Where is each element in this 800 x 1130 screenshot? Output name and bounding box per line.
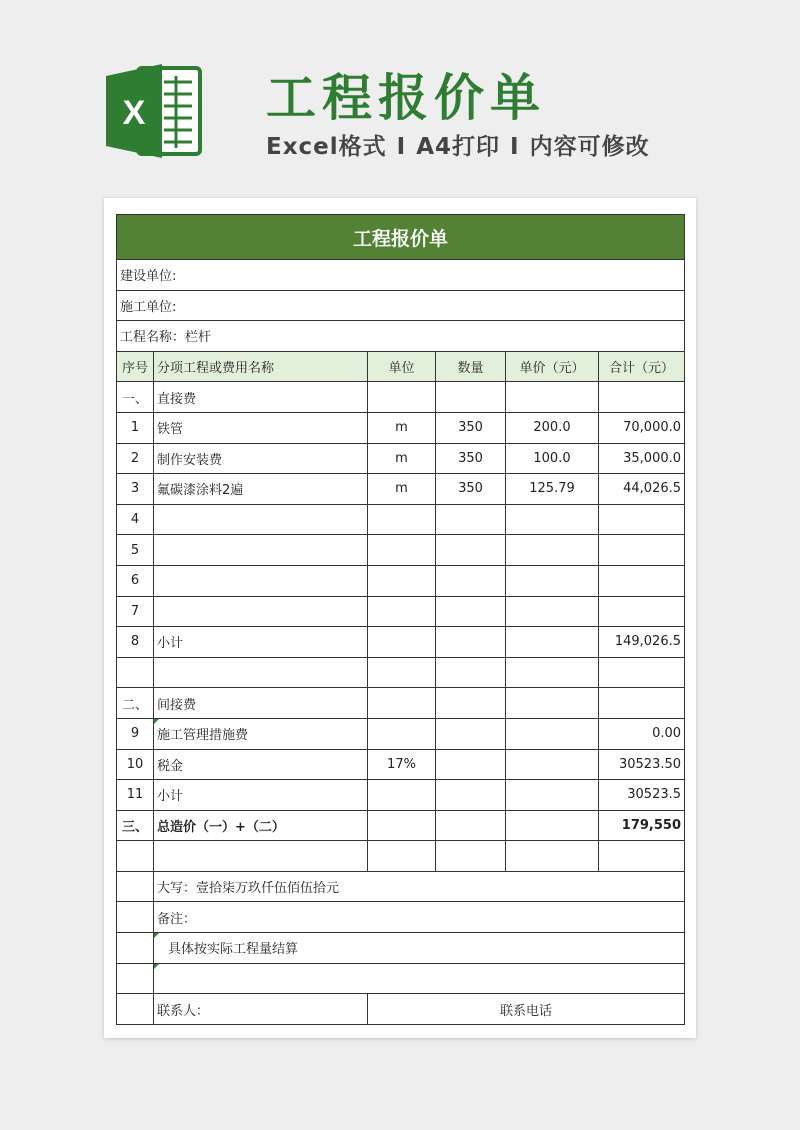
cell-total[interactable] bbox=[599, 657, 685, 688]
table-row bbox=[117, 749, 685, 780]
cell-no[interactable] bbox=[117, 657, 154, 688]
table-row bbox=[117, 688, 685, 719]
empty-cell bbox=[117, 994, 154, 1025]
cell-unit[interactable]: 17% bbox=[368, 749, 436, 780]
construction-unit-cell[interactable]: 建设单位: bbox=[117, 260, 685, 291]
capital-amount-cell[interactable]: 大写：壹拾柒万玖仟伍佰伍拾元 bbox=[154, 871, 685, 902]
empty-cell bbox=[117, 902, 154, 933]
subtitle-print: A4打印 bbox=[416, 134, 501, 160]
page-title: 工程报价单 bbox=[266, 69, 546, 127]
contact-person-cell[interactable]: 联系人： bbox=[154, 994, 368, 1025]
cell-qty[interactable] bbox=[436, 535, 506, 566]
cell-no[interactable]: 三、 bbox=[117, 810, 154, 841]
empty-cell[interactable] bbox=[154, 963, 685, 994]
cell-name[interactable]: 税金 bbox=[154, 749, 368, 780]
cell-unit[interactable]: m bbox=[368, 443, 436, 474]
cell-name[interactable]: 直接费 bbox=[154, 382, 368, 413]
cell-unit[interactable] bbox=[368, 718, 436, 749]
cell-total[interactable] bbox=[599, 841, 685, 872]
sheet-title: 工程报价单 bbox=[117, 215, 685, 260]
cell-no[interactable]: 一、 bbox=[117, 382, 154, 413]
excel-logo-icon bbox=[104, 62, 204, 160]
cell-price[interactable] bbox=[506, 688, 599, 719]
cell-unit[interactable] bbox=[368, 657, 436, 688]
subtitle-format: Excel格式 bbox=[266, 134, 387, 160]
cell-no[interactable]: 11 bbox=[117, 780, 154, 811]
cell-total[interactable] bbox=[599, 382, 685, 413]
cell-no[interactable]: 5 bbox=[117, 535, 154, 566]
remarks-text-cell[interactable]: 具体按实际工程量结算 bbox=[154, 933, 685, 964]
cell-price[interactable] bbox=[506, 749, 599, 780]
cell-price[interactable] bbox=[506, 382, 599, 413]
contact-phone-cell[interactable]: 联系电话 bbox=[368, 994, 685, 1025]
cell-qty[interactable]: 350 bbox=[436, 412, 506, 443]
cell-unit[interactable]: m bbox=[368, 474, 436, 505]
table-row bbox=[117, 780, 685, 811]
cell-name[interactable]: 施工管理措施费 bbox=[154, 718, 368, 749]
cell-qty[interactable] bbox=[436, 657, 506, 688]
column-header-price: 单价（元） bbox=[506, 351, 599, 382]
cell-price[interactable] bbox=[506, 780, 599, 811]
svg-text:X: X bbox=[122, 94, 146, 132]
contact-row bbox=[117, 994, 685, 1025]
cell-total[interactable] bbox=[599, 535, 685, 566]
cell-price[interactable]: 100.0 bbox=[506, 443, 599, 474]
cell-unit[interactable] bbox=[368, 382, 436, 413]
empty-cell bbox=[117, 871, 154, 902]
cell-qty[interactable] bbox=[436, 780, 506, 811]
subtitle-editable: 内容可修改 bbox=[529, 134, 650, 160]
cell-qty[interactable]: 350 bbox=[436, 443, 506, 474]
cell-name[interactable]: 小计 bbox=[154, 627, 368, 658]
blank-row bbox=[117, 963, 685, 994]
cell-price[interactable]: 200.0 bbox=[506, 412, 599, 443]
cell-name[interactable] bbox=[154, 596, 368, 627]
cell-unit[interactable] bbox=[368, 565, 436, 596]
info-row bbox=[117, 290, 685, 321]
table-row bbox=[117, 412, 685, 443]
cell-unit[interactable] bbox=[368, 841, 436, 872]
cell-name[interactable]: 总造价（一）+（二） bbox=[154, 810, 368, 841]
cell-no[interactable]: 4 bbox=[117, 504, 154, 535]
cell-total[interactable] bbox=[599, 504, 685, 535]
cell-total[interactable]: 44,026.5 bbox=[599, 474, 685, 505]
cell-qty[interactable] bbox=[436, 596, 506, 627]
quote-sheet-paper bbox=[104, 198, 696, 1038]
table-row bbox=[117, 657, 685, 688]
table-row bbox=[117, 841, 685, 872]
page-subtitle bbox=[266, 128, 650, 161]
remarks-text-row bbox=[117, 933, 685, 964]
cell-price[interactable] bbox=[506, 504, 599, 535]
cell-qty[interactable] bbox=[436, 841, 506, 872]
column-header-unit: 单位 bbox=[368, 351, 436, 382]
cell-no[interactable]: 6 bbox=[117, 565, 154, 596]
cell-name[interactable] bbox=[154, 841, 368, 872]
cell-price[interactable] bbox=[506, 841, 599, 872]
table-row bbox=[117, 382, 685, 413]
table-row bbox=[117, 627, 685, 658]
cell-price[interactable] bbox=[506, 657, 599, 688]
subtitle-separator: I bbox=[510, 134, 520, 160]
cell-price[interactable] bbox=[506, 535, 599, 566]
cell-unit[interactable]: m bbox=[368, 412, 436, 443]
cell-total[interactable]: 0.00 bbox=[599, 718, 685, 749]
cell-qty[interactable] bbox=[436, 688, 506, 719]
cell-qty[interactable] bbox=[436, 749, 506, 780]
cell-total[interactable] bbox=[599, 596, 685, 627]
cell-name[interactable]: 间接费 bbox=[154, 688, 368, 719]
table-row bbox=[117, 810, 685, 841]
cell-no[interactable]: 7 bbox=[117, 596, 154, 627]
cell-price[interactable] bbox=[506, 810, 599, 841]
cell-no[interactable]: 2 bbox=[117, 443, 154, 474]
cell-name[interactable] bbox=[154, 535, 368, 566]
table-row bbox=[117, 474, 685, 505]
cell-name[interactable]: 制作安装费 bbox=[154, 443, 368, 474]
empty-cell bbox=[117, 933, 154, 964]
cell-total[interactable] bbox=[599, 688, 685, 719]
cell-total[interactable]: 30523.5 bbox=[599, 780, 685, 811]
cell-no[interactable]: 10 bbox=[117, 749, 154, 780]
page-header bbox=[0, 0, 800, 190]
column-header-no: 序号 bbox=[117, 351, 154, 382]
column-header-row bbox=[117, 351, 685, 382]
cell-no[interactable]: 1 bbox=[117, 412, 154, 443]
cell-qty[interactable] bbox=[436, 504, 506, 535]
sheet-title-row bbox=[117, 215, 685, 260]
cell-qty[interactable]: 350 bbox=[436, 474, 506, 505]
cell-price[interactable] bbox=[506, 627, 599, 658]
remarks-label-cell[interactable]: 备注： bbox=[154, 902, 685, 933]
cell-qty[interactable] bbox=[436, 565, 506, 596]
cell-no[interactable] bbox=[117, 841, 154, 872]
cell-no[interactable]: 9 bbox=[117, 718, 154, 749]
cell-price[interactable] bbox=[506, 718, 599, 749]
cell-no[interactable]: 8 bbox=[117, 627, 154, 658]
column-header-name: 分项工程或费用名称 bbox=[154, 351, 368, 382]
cell-total[interactable]: 149,026.5 bbox=[599, 627, 685, 658]
cell-name[interactable]: 铁管 bbox=[154, 412, 368, 443]
cell-qty[interactable] bbox=[436, 627, 506, 658]
project-name-cell[interactable]: 工程名称：栏杆 bbox=[117, 321, 685, 352]
cell-unit[interactable] bbox=[368, 504, 436, 535]
table-row bbox=[117, 504, 685, 535]
cell-total[interactable]: 179,550 bbox=[599, 810, 685, 841]
capital-row bbox=[117, 871, 685, 902]
cell-no[interactable]: 3 bbox=[117, 474, 154, 505]
table-row bbox=[117, 443, 685, 474]
cell-unit[interactable] bbox=[368, 810, 436, 841]
cell-qty[interactable] bbox=[436, 718, 506, 749]
info-row bbox=[117, 260, 685, 291]
cell-price[interactable]: 125.79 bbox=[506, 474, 599, 505]
quote-table bbox=[116, 214, 685, 1025]
cell-total[interactable] bbox=[599, 565, 685, 596]
cell-unit[interactable] bbox=[368, 780, 436, 811]
cell-name[interactable]: 小计 bbox=[154, 780, 368, 811]
cell-unit[interactable] bbox=[368, 627, 436, 658]
cell-unit[interactable] bbox=[368, 688, 436, 719]
cell-price[interactable] bbox=[506, 596, 599, 627]
cell-name[interactable] bbox=[154, 565, 368, 596]
cell-name[interactable] bbox=[154, 504, 368, 535]
cell-unit[interactable] bbox=[368, 596, 436, 627]
cell-qty[interactable] bbox=[436, 810, 506, 841]
remarks-row bbox=[117, 902, 685, 933]
cell-qty[interactable] bbox=[436, 382, 506, 413]
cell-name[interactable] bbox=[154, 657, 368, 688]
cell-total[interactable]: 70,000.0 bbox=[599, 412, 685, 443]
table-row bbox=[117, 596, 685, 627]
column-header-qty: 数量 bbox=[436, 351, 506, 382]
table-row bbox=[117, 565, 685, 596]
table-row bbox=[117, 535, 685, 566]
cell-unit[interactable] bbox=[368, 535, 436, 566]
table-row bbox=[117, 718, 685, 749]
builder-unit-cell[interactable]: 施工单位: bbox=[117, 290, 685, 321]
column-header-total: 合计（元） bbox=[599, 351, 685, 382]
cell-total[interactable]: 35,000.0 bbox=[599, 443, 685, 474]
cell-total[interactable]: 30523.50 bbox=[599, 749, 685, 780]
empty-cell bbox=[117, 963, 154, 994]
subtitle-separator: I bbox=[396, 134, 407, 160]
cell-price[interactable] bbox=[506, 565, 599, 596]
info-row bbox=[117, 321, 685, 352]
cell-no[interactable]: 二、 bbox=[117, 688, 154, 719]
cell-name[interactable]: 氟碳漆涂料2遍 bbox=[154, 474, 368, 505]
